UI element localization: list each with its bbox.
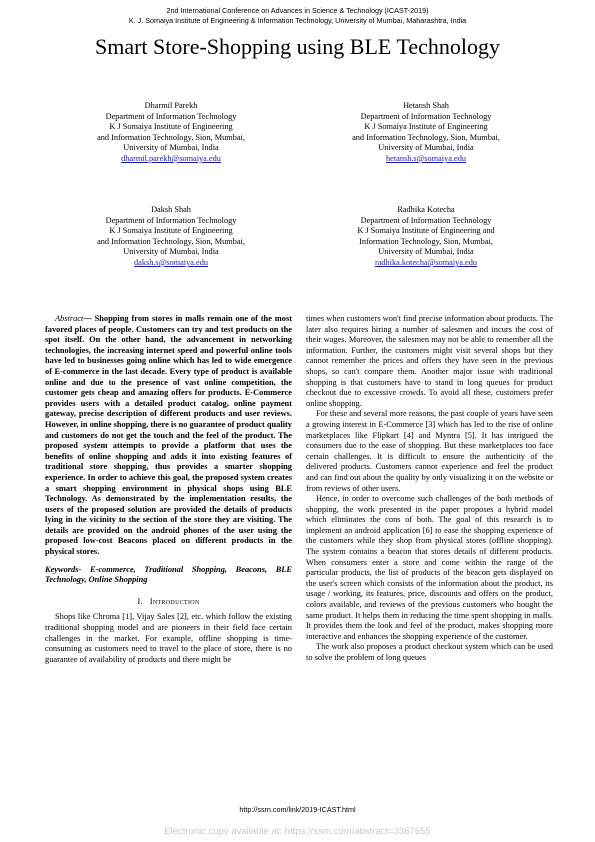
left-column <box>45 314 292 665</box>
author-email-link[interactable]: dharmil.parekh@somaiya.edu <box>121 153 221 163</box>
author-block-1 <box>56 101 286 165</box>
ssrn-watermark: Electronic copy available at: https://ssrn.com/abstract=3367655 <box>164 826 431 837</box>
author-affiliation-line: and Information Technology, Sion, Mumbai, <box>352 132 500 142</box>
author-name: Dharmil Parekh <box>144 101 198 110</box>
section-heading-introduction <box>45 597 292 608</box>
author-affiliation-line: and Information Technology, Sion, Mumbai, <box>97 132 245 142</box>
author-affiliation-line: Department of Information Technology <box>360 215 492 225</box>
author-affiliation-line: University of Mumbai, India <box>378 143 474 153</box>
author-affiliation-line: K J Somaiya Institute of Engineering <box>109 226 233 236</box>
section-number: I. <box>137 596 143 606</box>
abstract-body: — Shopping from stores in malls remain one of the most favored places of people. Customers can try and test products on the spot itself. On the other hand, the advancement in networking technologies, the increasing internet speed and powerful online tools have led to businesses going online which has led to wide emergence of E-commerce in the last decade. Every type of product is available online and due to the presence of vast online competition, the customer gets cheap and amazing offers for products. E-Commerce provides users with a detailed product catalog, online payment gateway, precise description of different products and user reviews. However, in online shopping, there is no guarantee of product quality and customers do not get the touch and the feel of the product. The proposed system attempts to provide a platform that uses the benefits of online shopping and adds it into existing features of traditional store shopping, thus provides a smarter shopping experience. In order to achieve this goal, the proposed system creates a smart shopping environment in physical shops using BLE Technology. As demonstrated by the implementation results, the users of the proposed solution are provided the details of products lying in the vicinity to the section of the store they are visiting. The details are provided on the android phones of the user using the proposed low-cost Beacons placed on different products in the physical stores. <box>45 314 292 557</box>
author-block-3 <box>56 205 286 269</box>
keywords: Keywords- E-commerce, Traditional Shopping, Beacons, BLE Technology, Online Shopping <box>45 564 292 585</box>
author-block-2 <box>311 101 541 165</box>
body-paragraph: Hence, in order to overcome such challenges of the both methods of shopping, the work presented in the paper proposes a hybrid model which eliminates the cons of both. The goal of this research is to implement an android application [6] to ease the shopping experience of the customers while they shop from physical stores (offline shopping). The system contains a beacon that stores details of different products. When consumers enter a store and come within the range of the particular products, the list of products of the beacon gets displayed on the user's screen which consists of the information about the product, its usage / working, its features, price, discounts and offers on the product, colors available, and reviews of the previous customers who bought the same product. It helps them in reducing the time spent shopping in malls. It provides them the look and feel of the product, makes shopping more interactive and enhances the shopping experience of the customer. <box>306 494 553 641</box>
author-affiliation-line: K J Somaiya Institute of Engineering and <box>357 226 495 236</box>
author-affiliation-line: Department of Information Technology <box>360 111 492 121</box>
body-paragraph: times when customers won't find precise information about products. The later also requires hiring a number of salesmen and incurs the cost of their wages. Moreover, the salesmen may not be able to remember all the information. Further, the customers might visit several shops but they cannot remember the prices and offers they have seen in the previous shops, so can't compare them. Another major issue with traditional shopping is that customers have to stand in long queues for product checkout due to excessive crowds. To avoid all these, customers prefer online shopping. <box>306 314 553 408</box>
author-block-4 <box>311 205 541 269</box>
author-name: Daksh Shah <box>151 205 191 214</box>
body-paragraph: The work also proposes a product checkout system which can be used to solve the problem of long queues <box>306 642 553 662</box>
paper-title: Smart Store-Shopping using BLE Technology <box>94 34 501 59</box>
abstract-label: Abstract <box>55 314 84 323</box>
author-affiliation-line: Department of Information Technology <box>105 215 237 225</box>
author-affiliation-line: K J Somaiya Institute of Engineering <box>364 122 488 132</box>
author-name: Radhika Kotecha <box>397 205 455 214</box>
author-email-link[interactable]: daksh.s@somaiya.edu <box>133 257 208 267</box>
institute-header: K. J. Somaiya Institute of Engineering & Information Technology, University of Mumbai, Maharashtra, India <box>128 16 467 25</box>
abstract <box>45 314 292 558</box>
author-email-link[interactable]: hetansh.s@somaiya.edu <box>386 153 466 163</box>
author-name: Hetansh Shah <box>403 101 449 110</box>
intro-paragraph: Shops like Chroma [1], Vijay Sales [2], etc. which follow the existing traditional shopping model and are pioneers in their field face certain challenges in the market. For example, offline shopping is time-consuming as customers need to travel to the place of store, there is no guarantee of availability of products and there might be <box>45 612 292 664</box>
author-affiliation-line: and Information Technology, Sion, Mumbai, <box>97 236 245 246</box>
author-affiliation-line: University of Mumbai, India <box>123 143 219 153</box>
author-affiliation-line: University of Mumbai, India <box>123 247 219 257</box>
conference-header: 2nd International Conference on Advances in Science & Technology (ICAST-2019) <box>166 6 429 15</box>
author-affiliation-line: K J Somaiya Institute of Engineering <box>109 122 233 132</box>
author-email-link[interactable]: radhika.kotecha@somaiya.edu <box>374 257 478 267</box>
section-title: Introduction <box>149 596 200 606</box>
author-affiliation-line: Information Technology, Sion, Mumbai, <box>359 236 493 246</box>
footer-url: http://ssrn.com/link/2019-ICAST.html <box>239 805 356 814</box>
author-affiliation-line: Department of Information Technology <box>105 111 237 121</box>
body-paragraph: For these and several more reasons, the past couple of years have seen a growing interest in E-Commerce [3] which has led to the rise of online marketplaces like Flipkart [4] and Myntra [5]. It has intrigued the consumers due to the ease of shopping. But these marketplaces too face certain challenges. It is difficult to ensure the authenticity of the delivered products. Customers cannot experience and feel the product and can find out about the quality by only visualizing it on the website or from reviews of other users. <box>306 409 553 493</box>
author-affiliation-line: University of Mumbai, India <box>378 247 474 257</box>
right-column <box>306 314 553 664</box>
